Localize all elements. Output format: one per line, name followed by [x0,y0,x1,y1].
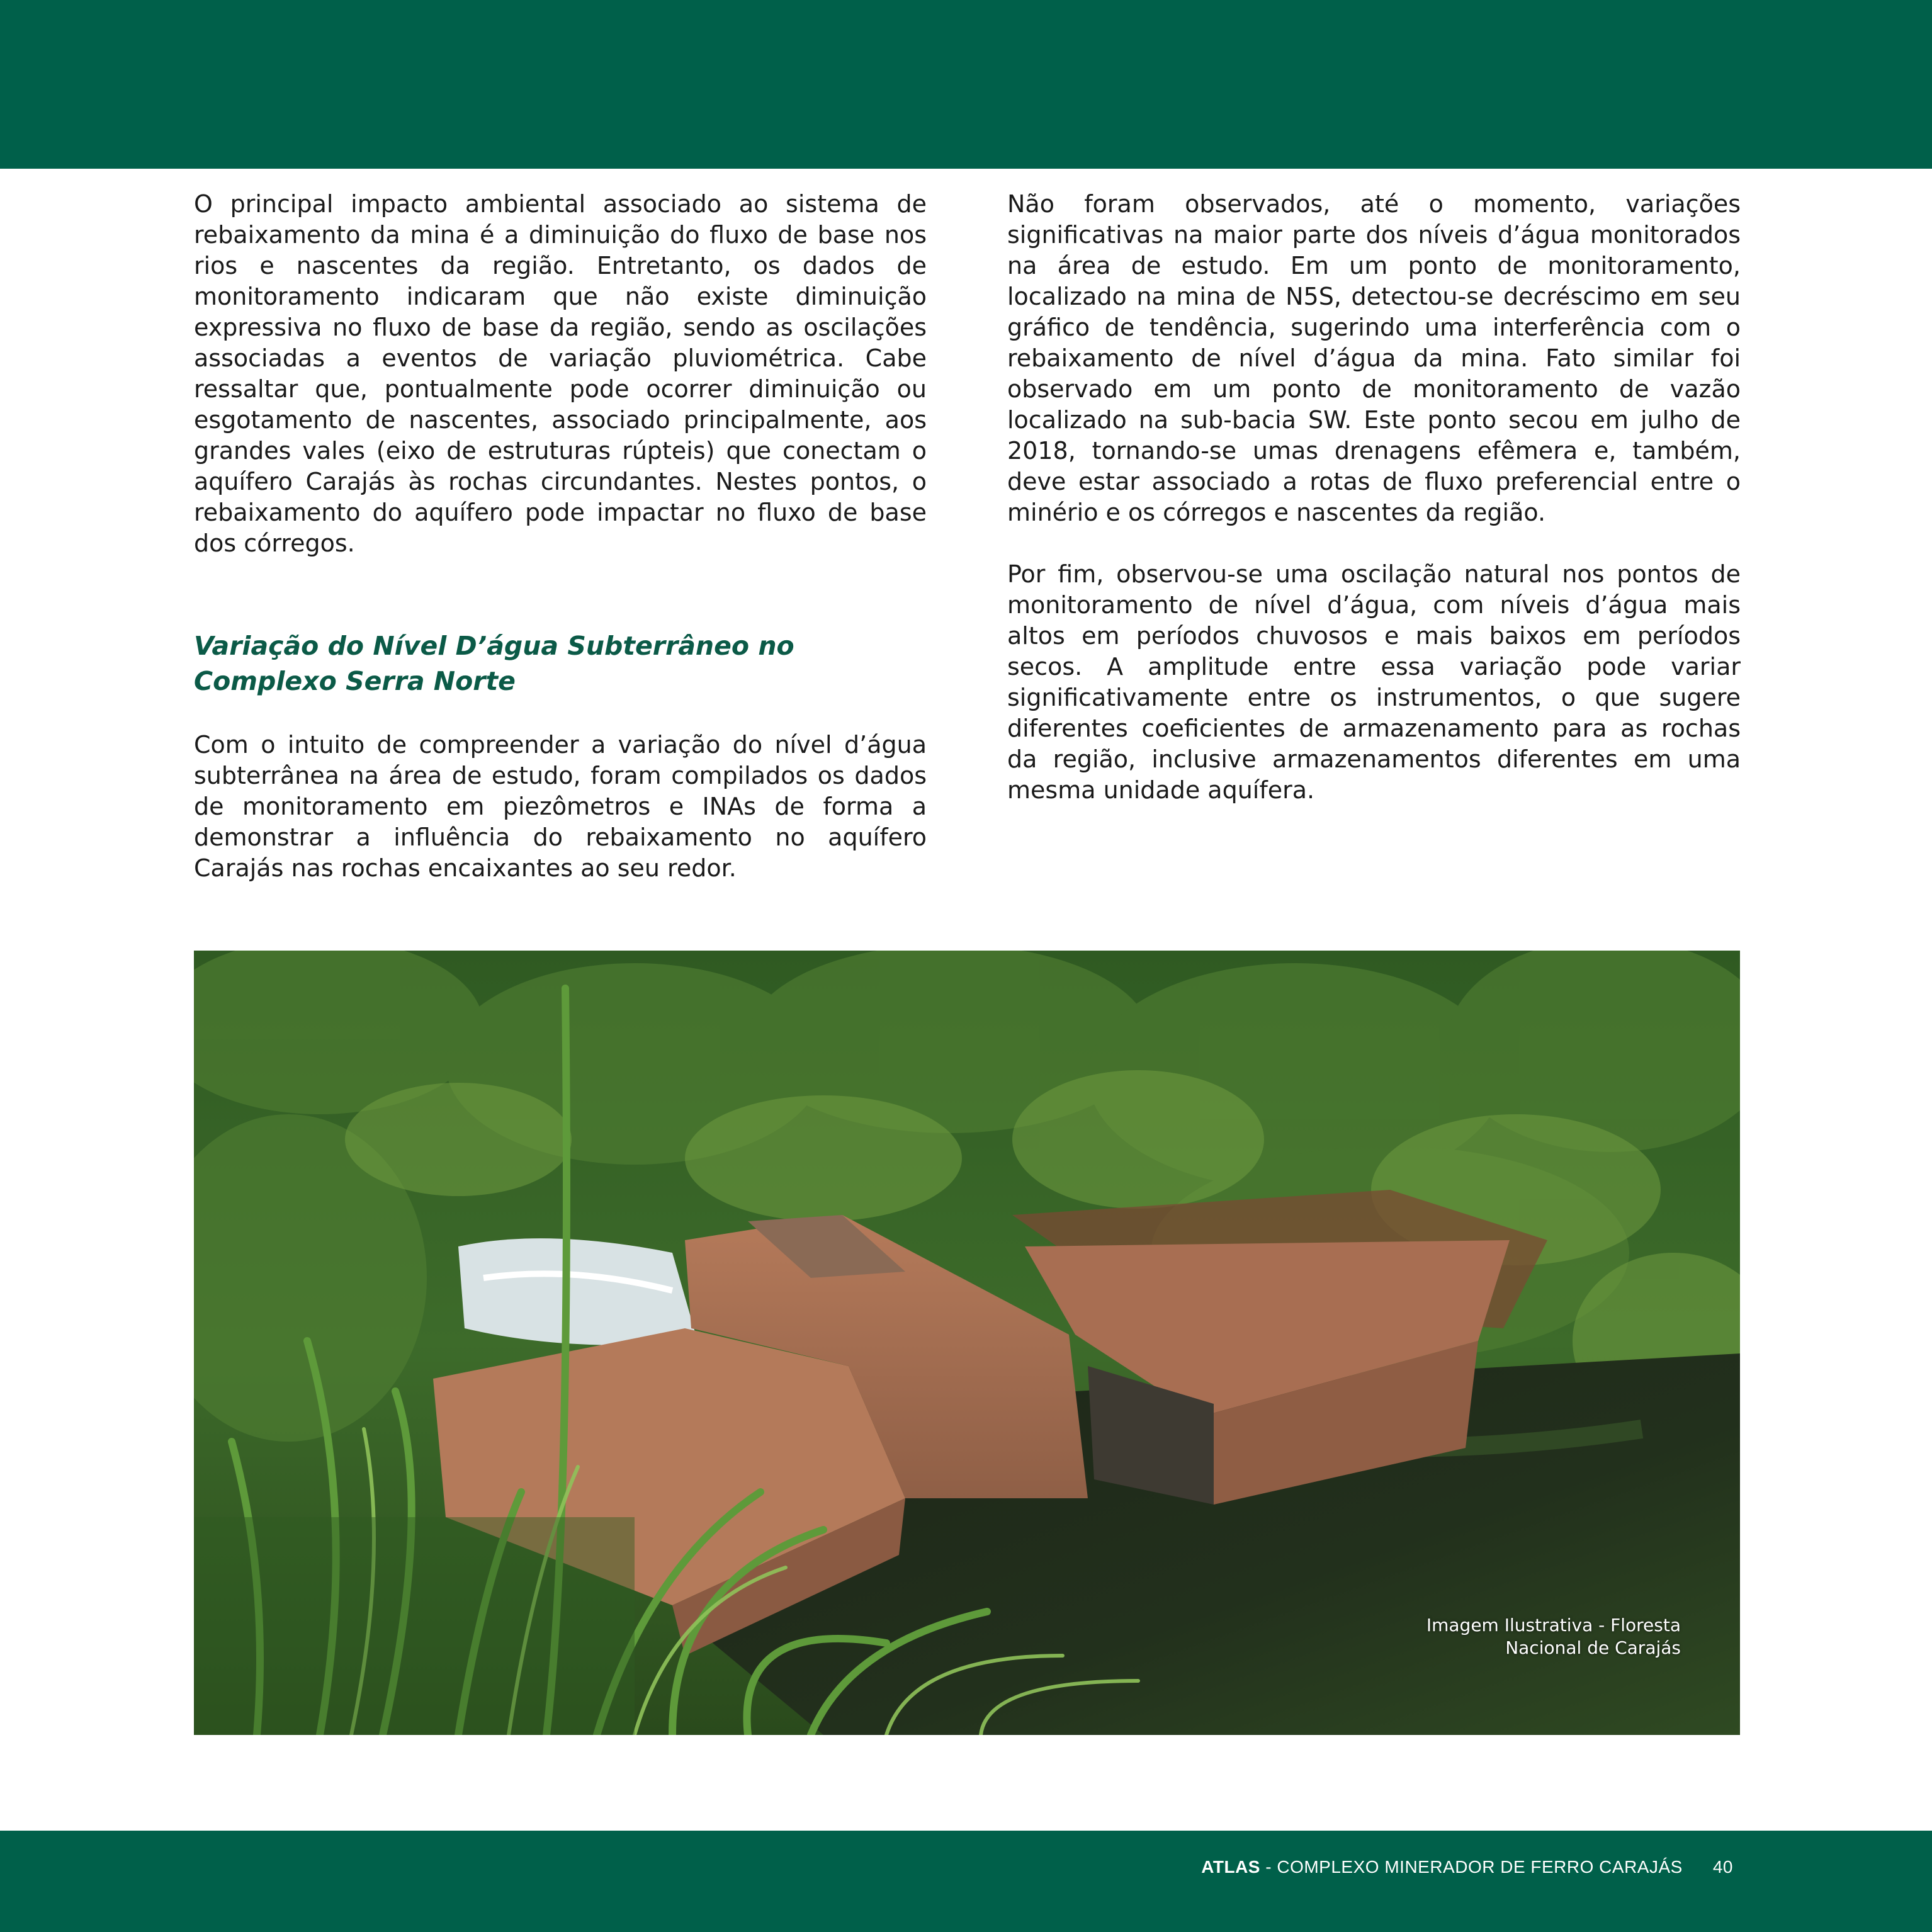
footer-title: - COMPLEXO MINERADOR DE FERRO CARAJÁS [1260,1857,1683,1877]
photo-caption-line-1: Imagem Ilustrativa - Floresta [1426,1615,1681,1635]
left-paragraph-2: Com o intuito de compreender a variação do nível d’água subterrânea na área de estudo, foram compilados os dados de monitoramento em piezômetros e INAs de forma a demonstrar a influência do rebaixamento no aquífero Carajás nas rochas encaixantes ao seu redor. [194,731,927,882]
footer-brand: ATLAS [1201,1857,1260,1877]
top-header-band [0,0,1932,169]
bottom-footer-band [0,1831,1932,1932]
photo-caption-line-2: Nacional de Carajás [1505,1637,1681,1658]
right-column [1007,189,1741,806]
footer [1201,1856,1733,1878]
right-paragraph-2: Por fim, observou-se uma oscilação natural nos pontos de monitoramento de nível d’água, com níveis d’água mais altos em períodos chuvosos e mais baixos em períodos secos. A amplitude entre essa variação pode variar significativamente entre os instrumentos, o que sugere diferentes coeficientes de armazenamento para as rochas da região, inclusive armazenamentos diferentes em uma mesma unidade aquífera. [1007,560,1741,804]
left-paragraph-1: O principal impacto ambiental associado ao sistema de rebaixamento da mina é a diminuição do fluxo de base nos rios e nascentes da região. Entretanto, os dados de monitoramento indicaram que não existe diminuição expressiva no fluxo de base da região, sendo as oscilações associadas a eventos de variação pluviométrica. Cabe ressaltar que, pontualmente pode ocorrer diminuição ou esgotamento de nascentes, associado principalmente, aos grandes vales (eixo de estruturas rúpteis) que conectam o aquífero Carajás às rochas circundantes. Nestes pontos, o rebaixamento do aquífero pode impactar no fluxo de base dos córregos. [194,190,927,557]
weir-photo [194,951,1740,1735]
photo-caption [1366,1614,1681,1659]
section-subheading: Variação do Nível D’água Subterrâneo no Complexo Serra Norte [194,631,794,696]
page-number: 40 [1712,1857,1733,1877]
right-paragraph-1: Não foram observados, até o momento, variações significativas na maior parte dos níveis d’água monitorados na área de estudo. Em um ponto de monitoramento, localizado na mina de N5S, detectou-se decréscimo em seu gráfico de tendência, sugerindo uma interferência com o rebaixamento de nível d’água da mina. Fato similar foi observado em um ponto de monitoramento de vazão localizado na sub-bacia SW. Este ponto secou em julho de 2018, tornando-se umas drenagens efêmera e, também, deve estar associado a rotas de fluxo preferencial entre o minério e os córregos e nascentes da região. [1007,190,1741,526]
left-column [194,189,927,884]
